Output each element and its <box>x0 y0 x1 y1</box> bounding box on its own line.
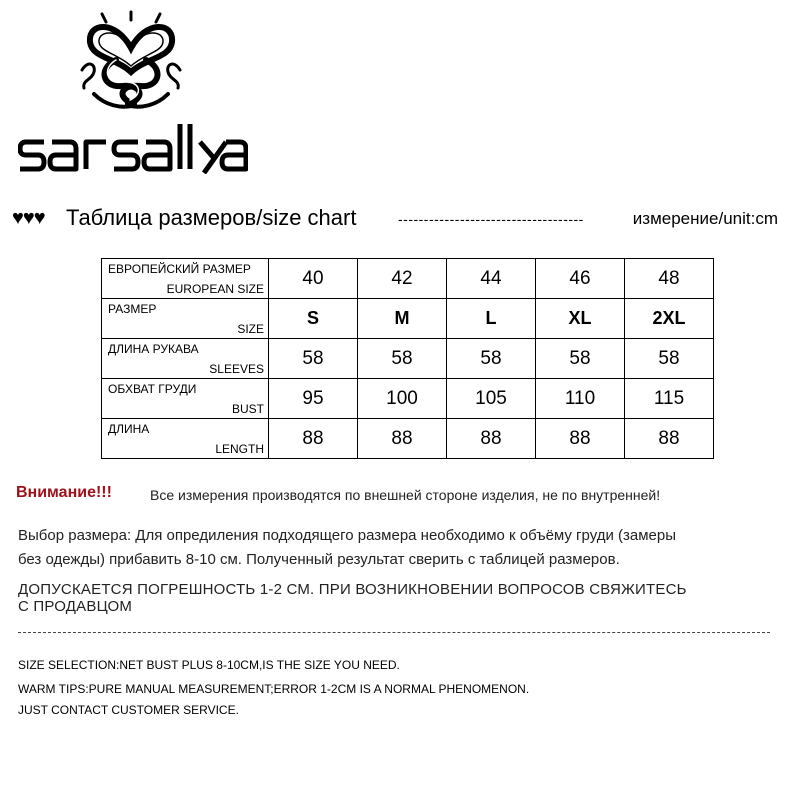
english-note-line1: SIZE SELECTION:NET BUST PLUS 8-10CM,IS THE SIZE YOU NEED. <box>18 658 400 672</box>
warning-label: Внимание!!! <box>16 484 112 501</box>
warning-text: Все измерения производятся по внешней стороне изделия, не по внутренней! <box>150 487 661 503</box>
table-cell: XL <box>536 299 625 339</box>
table-cell: 110 <box>536 379 625 419</box>
table-cell: 48 <box>625 259 714 299</box>
table-cell: 2XL <box>625 299 714 339</box>
table-cell: 105 <box>447 379 536 419</box>
table-cell: S <box>269 299 358 339</box>
hearts-icon: ♥♥♥ <box>12 207 45 229</box>
row-label <box>102 339 269 379</box>
tolerance-text-line1: ДОПУСКАЕТСЯ ПОГРЕШНОСТЬ 1-2 СМ. ПРИ ВОЗНИКНОВЕНИИ ВОПРОСОВ СВЯЖИТЕСЬ <box>18 581 687 598</box>
row-label-en: BUST <box>231 402 264 416</box>
table-cell: 44 <box>447 259 536 299</box>
table-cell: 88 <box>536 419 625 459</box>
dashed-divider <box>18 632 770 633</box>
table-cell: 58 <box>447 339 536 379</box>
row-label-en: LENGTH <box>215 442 264 456</box>
heading-dashes: ------------------------------------ <box>398 211 584 227</box>
table-cell: 88 <box>625 419 714 459</box>
row-label <box>102 419 269 459</box>
row-label-ru: РАЗМЕР <box>108 302 157 316</box>
row-label <box>102 379 269 419</box>
row-label <box>102 259 269 299</box>
size-chart-heading <box>12 203 792 233</box>
tolerance-text-line2: С ПРОДАВЦОМ <box>18 598 133 615</box>
size-choice-text-line1: Выбор размера: Для опредиления подходящего размера необходимо к объёму груди (замеры <box>18 527 677 544</box>
row-label <box>102 299 269 339</box>
table-row <box>102 419 714 459</box>
table-cell: 58 <box>625 339 714 379</box>
ornate-ss-monogram-icon <box>76 10 186 112</box>
table-cell: 95 <box>269 379 358 419</box>
table-cell: 88 <box>358 419 447 459</box>
table-cell: 58 <box>536 339 625 379</box>
table-cell: 115 <box>625 379 714 419</box>
table-cell: M <box>358 299 447 339</box>
table-cell: 100 <box>358 379 447 419</box>
table-row <box>102 379 714 419</box>
row-label-ru: ЕВРОПЕЙСКИЙ РАЗМЕР <box>108 262 251 276</box>
table-cell: L <box>447 299 536 339</box>
heading-title: Таблица размеров/size chart <box>66 205 357 230</box>
table-row <box>102 339 714 379</box>
table-row <box>102 259 714 299</box>
row-label-ru: ДЛИНА РУКАВА <box>108 342 199 356</box>
row-label-en: SIZE <box>237 322 264 336</box>
table-cell: 40 <box>269 259 358 299</box>
row-label-en: EUROPEAN SIZE <box>166 282 264 296</box>
table-row <box>102 299 714 339</box>
table-cell: 46 <box>536 259 625 299</box>
english-note-line3: JUST CONTACT CUSTOMER SERVICE. <box>18 703 239 717</box>
unit-label: измерение/unit:cm <box>632 209 778 228</box>
table-cell: 42 <box>358 259 447 299</box>
brand-logo <box>18 122 248 174</box>
table-cell: 58 <box>269 339 358 379</box>
row-label-ru: ДЛИНА <box>108 422 150 436</box>
table-cell: 88 <box>269 419 358 459</box>
english-note-line2: WARM TIPS:PURE MANUAL MEASUREMENT;ERROR 1-2CM IS A NORMAL PHENOMENON. <box>18 682 530 696</box>
row-label-en: SLEEVES <box>209 362 264 376</box>
table-cell: 88 <box>447 419 536 459</box>
size-table <box>101 258 714 459</box>
row-label-ru: ОБХВАТ ГРУДИ <box>108 382 197 396</box>
table-cell: 58 <box>358 339 447 379</box>
size-choice-text-line2: без одежды) прибавить 8-10 см. Полученный результат сверить с таблицей размеров. <box>18 551 620 568</box>
